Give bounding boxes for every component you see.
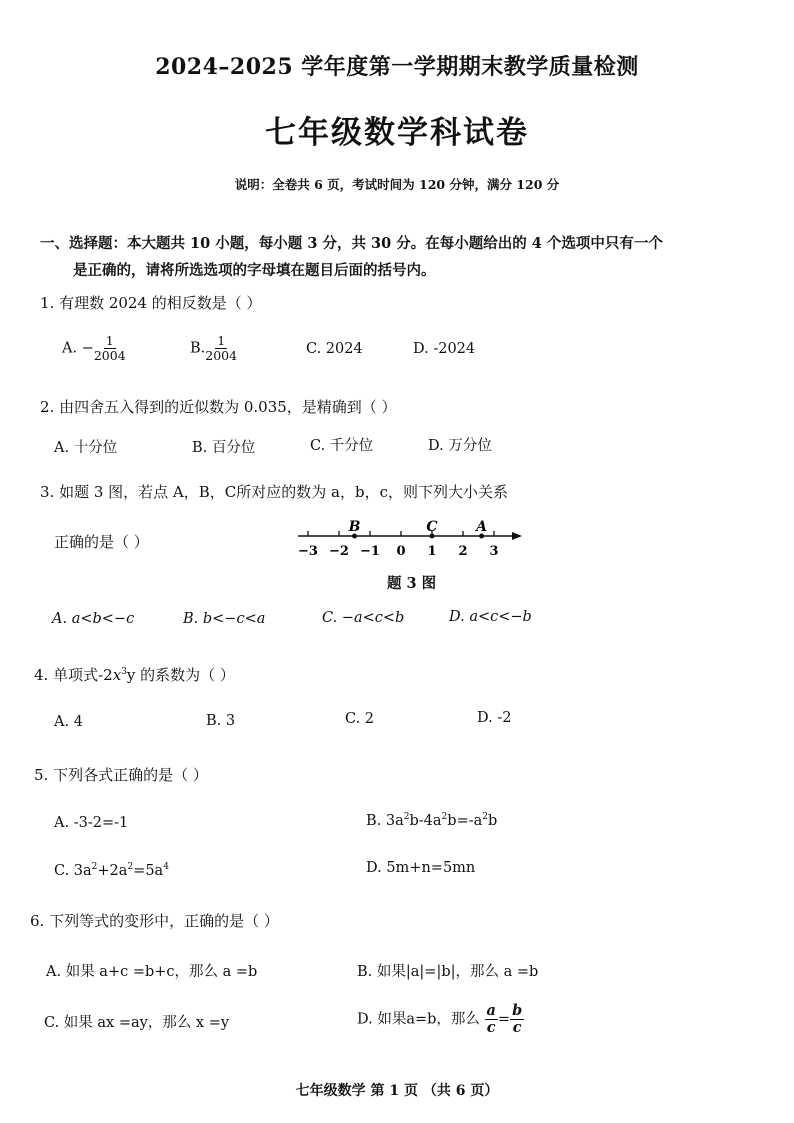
number-line-tick-label: −3: [298, 544, 318, 559]
question-1-option-d: D. -2024: [413, 341, 476, 357]
exponent: 2: [403, 812, 410, 822]
number-line-tick-label: 0: [396, 544, 406, 559]
question-1-stem: 1. 有理数 2024 的相反数是（ ）: [40, 294, 262, 312]
number-line-tick-label: 1: [427, 544, 437, 559]
question-6-option-a: A. 如果 a+c =b+c，那么 a =b: [46, 964, 258, 980]
fraction-b-over-c: [510, 1003, 524, 1036]
question-2-option-b: B. 百分位: [192, 440, 256, 456]
question-3-stem: 3. 如题 3 图，若点 A，B，C所对应的数为 a，b，c，则下列大小关系: [40, 483, 508, 501]
question-2-option-c: C. 千分位: [310, 438, 374, 454]
question-6-option-c: C. 如果 ax =ay，那么 x =y: [44, 1015, 230, 1031]
question-3-option-b: B. b<−c<a: [183, 611, 266, 627]
question-5-option-d: D. 5m+n=5mn: [366, 860, 476, 876]
question-5-option-b: [366, 812, 497, 829]
expr-part: b-4a: [409, 812, 442, 829]
exponent: 4: [163, 862, 169, 872]
question-5-option-c: [54, 862, 169, 879]
exponent: 2: [441, 812, 448, 822]
number-line-tick-label: 2: [458, 544, 468, 559]
number-line-arrow: [512, 532, 522, 540]
number-line-tick-label: 3: [489, 544, 499, 559]
question-4-option-b: B. 3: [206, 713, 236, 729]
question-6-option-b: B. 如果|a|=|b|，那么 a =b: [357, 964, 539, 980]
exam-title: 2024–2025 学年度第一学期期末教学质量检测: [155, 54, 639, 80]
question-5-stem: 5. 下列各式正确的是（ ）: [34, 766, 208, 784]
expr-part: C. 3a: [54, 862, 92, 879]
equals-sign: =: [497, 1011, 511, 1028]
fraction: [94, 334, 126, 363]
option-b-label: B.: [190, 340, 206, 357]
expr-part: b: [488, 812, 498, 829]
fraction-denominator: c: [486, 1019, 496, 1036]
question-4-option-d: D. -2: [477, 710, 512, 726]
fraction-numerator: a: [486, 1002, 496, 1019]
question-2-option-d: D. 万分位: [428, 438, 492, 454]
exponent: 3: [121, 667, 127, 677]
expr-part: B. 3a: [366, 812, 404, 829]
question-1-option-c: C. 2024: [306, 341, 363, 357]
number-line-tick-label: −2: [329, 544, 349, 559]
fraction-numerator: 1: [105, 333, 114, 348]
number-line-tick-label: −1: [360, 544, 380, 559]
section-1-line-2: 是正确的，请将所选选项的字母填在题目后面的括号内。: [73, 262, 436, 279]
question-1-option-b: [190, 334, 237, 363]
question-6-option-d: [357, 1003, 524, 1036]
question-3-option-c: C. −a<c<b: [322, 610, 405, 626]
stem-text: 4. 单项式-2: [34, 666, 113, 684]
question-1-option-a: [62, 334, 126, 363]
question-4-option-c: C. 2: [345, 711, 375, 727]
question-2-option-a: A. 十分位: [54, 440, 118, 456]
question-2-stem: 2. 由四舍五入得到的近似数为 0.035，是精确到（ ）: [40, 398, 397, 416]
expr-part: +2a: [97, 862, 128, 879]
number-line-point-label: C: [426, 519, 438, 535]
section-1-instructions: [40, 230, 740, 284]
page-footer: 七年级数学 第 1 页 （共 6 页）: [295, 1083, 499, 1099]
fraction-a-over-c: [485, 1003, 498, 1036]
option-a-label: A. −: [62, 340, 94, 357]
fraction-denominator: c: [512, 1019, 522, 1036]
number-line-point-label: A: [476, 519, 488, 535]
exam-note: 说明：全卷共 6 页，考试时间为 120 分钟，满分 120 分: [234, 177, 560, 192]
question-3-option-d: D. a<c<−b: [449, 609, 532, 625]
exam-subtitle: 七年级数学科试卷: [265, 115, 529, 151]
question-3-stem-2: 正确的是（ ）: [54, 533, 149, 551]
number-line-figure: [290, 512, 530, 562]
question-4-option-a: A. 4: [54, 714, 83, 730]
expr-part: D. 如果a=b，那么: [357, 1011, 480, 1028]
expr-part: b=-a: [447, 812, 483, 829]
exponent: 2: [91, 862, 98, 872]
variable-x: x: [112, 666, 122, 684]
exponent: 2: [127, 862, 134, 872]
fraction-denominator: 2004: [205, 348, 238, 363]
stem-text: y 的系数为（ ）: [126, 666, 235, 684]
question-5-option-a: A. -3-2=-1: [54, 815, 129, 831]
number-line-point-label: B: [348, 519, 361, 535]
fraction-numerator: b: [512, 1002, 523, 1019]
expr-part: =5a: [133, 862, 164, 879]
exponent: 2: [482, 812, 488, 822]
section-1-line-1: 一、选择题：本大题共 10 小题，每小题 3 分，共 30 分。在每小题给出的 4 个选项中只有一个: [40, 235, 663, 252]
fraction-numerator: 1: [217, 333, 226, 348]
fraction: [205, 334, 237, 363]
question-4-stem: [34, 664, 235, 685]
figure-3-caption: 题 3 图: [387, 575, 437, 592]
question-3-option-a: A. a<b<−c: [52, 611, 135, 627]
question-6-stem: 6. 下列等式的变形中，正确的是（ ）: [30, 912, 279, 930]
fraction-denominator: 2004: [93, 348, 126, 363]
